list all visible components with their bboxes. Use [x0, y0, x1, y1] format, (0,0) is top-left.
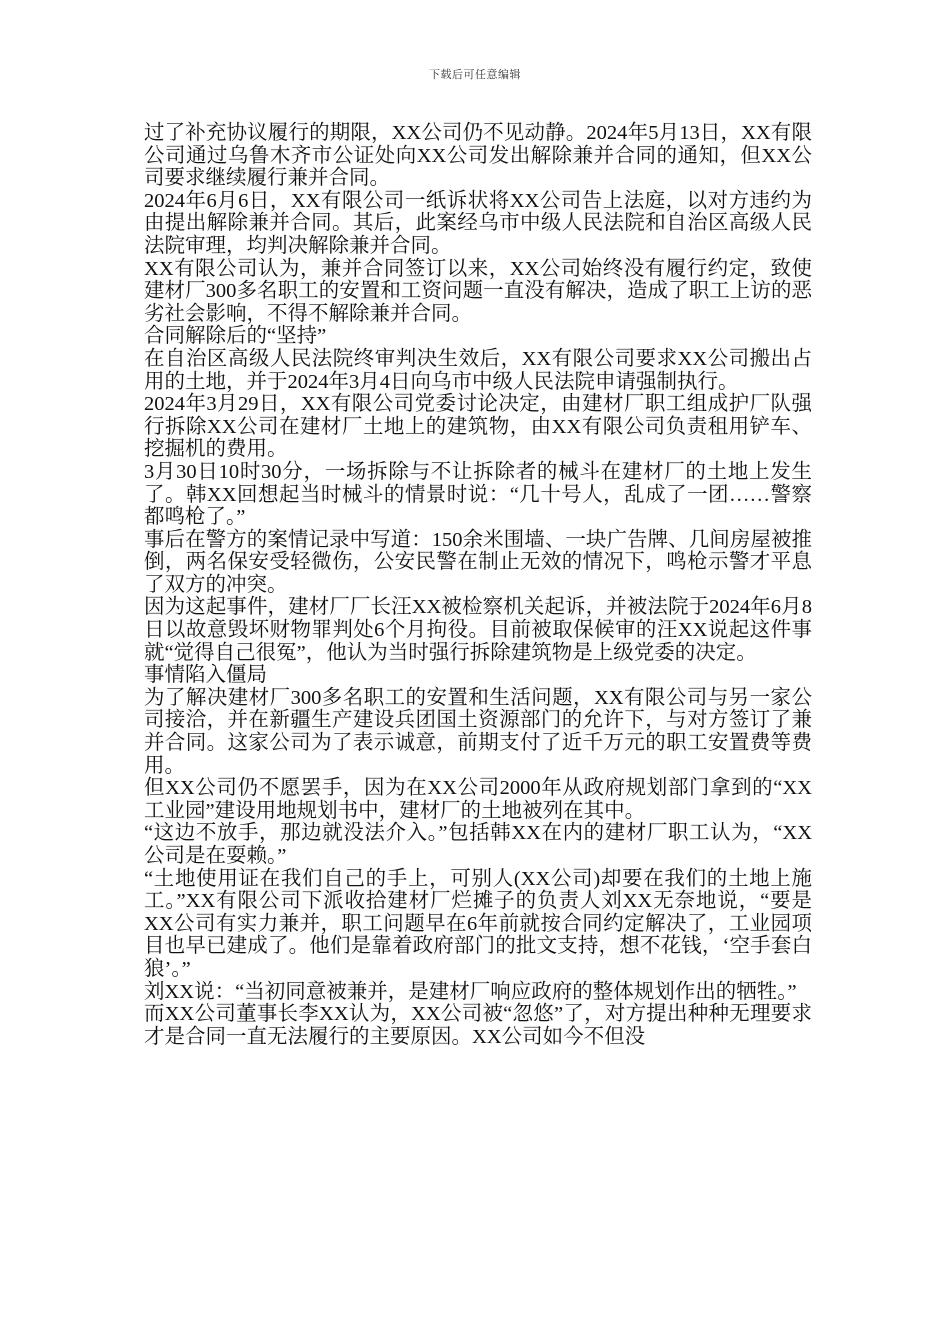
paragraph: “土地使用证在我们自己的手上，可别人(XX公司)却要在我们的土地上施工。”XX有限公司下派收拾建材厂烂摊子的负责人刘XX无奈地说，“要是XX公司有实力兼并，职工问题早在6年前就按合同约定解决了，工业园项目也早已建成了。他们是靠着政府部门的批文支持，想不花钱，‘空手套白狼’。” [144, 867, 812, 980]
paragraph: 3月30日10时30分，一场拆除与不让拆除者的械斗在建材厂的土地上发生了。韩XX回想起当时械斗的情景时说：“几十号人，乱成了一团……警察都鸣枪了。” [144, 460, 812, 529]
paragraph: 在自治区高级人民法院终审判决生效后，XX有限公司要求XX公司搬出占用的土地，并于2024年3月4日向乌市中级人民法院申请强制执行。 [144, 347, 812, 393]
paragraph: 但XX公司仍不愿罢手，因为在XX公司2000年从政府规划部门拿到的“XX工业园”建设用地规划书中，建材厂的土地被列在其中。 [144, 777, 812, 822]
paragraph: 事后在警方的案情记录中写道：150余米围墙、一块广告牌、几间房屋被推倒，两名保安受轻微伤，公安民警在制止无效的情况下，鸣枪示警才平息了双方的冲突。 [144, 528, 812, 596]
section-heading: 合同解除后的“坚持” [144, 325, 327, 348]
paragraph: 2024年3月29日，XX有限公司党委讨论决定，由建材厂职工组成护厂队强行拆除XX公司在建材厂土地上的建筑物，由XX有限公司负责租用铲车、挖掘机的费用。 [144, 393, 812, 461]
paragraph: 而XX公司董事长李XX认为，XX公司被“忽悠”了，对方提出种种无理要求才是合同一直无法履行的主要原因。XX公司如今不但没 [144, 1003, 812, 1048]
paragraph: 2024年6月6日，XX有限公司一纸诉状将XX公司告上法庭，以对方违约为由提出解除兼并合同。其后，此案经乌市中级人民法院和自治区高级人民法院审理，均判决解除兼并合同。 [144, 189, 812, 257]
paragraph: 过了补充协议履行的期限，XX公司仍不见动静。2024年5月13日，XX有限公司通过乌鲁木齐市公证处向XX公司发出解除兼并合同的通知，但XX公司要求继续履行兼并合同。 [144, 122, 812, 190]
download-note: 下载后可任意编辑 [429, 68, 521, 81]
paragraph: 刘XX说：“当初同意被兼并，是建材厂响应政府的整体规划作出的牺牲。” [144, 980, 797, 1003]
section-heading: 事情陷入僵局 [144, 664, 267, 687]
paragraph: XX有限公司认为，兼并合同签订以来，XX公司始终没有履行约定，致使建材厂300多名职工的安置和工资问题一直没有解决，造成了职工上访的恶劣社会影响，不得不解除兼并合同。 [144, 257, 812, 325]
document-body [144, 122, 812, 1048]
paragraph: 为了解决建材厂300多名职工的安置和生活问题，XX有限公司与另一家公司接洽，并在新疆生产建设兵团国土资源部门的允许下，与对方签订了兼并合同。这家公司为了表示诚意，前期支付了近千万元的职工安置费等费用。 [144, 686, 812, 777]
paragraph: “这边不放手，那边就没法介入。”包括韩XX在内的建材厂职工认为，“XX公司是在耍赖。” [144, 822, 812, 867]
paragraph: 因为这起事件，建材厂厂长汪XX被检察机关起诉，并被法院于2024年6月8日以故意毁坏财物罪判处6个月拘役。目前被取保候审的汪XX说起这件事就“觉得自己很冤”，他认为当时强行拆除建筑物是上级党委的决定。 [144, 596, 812, 664]
